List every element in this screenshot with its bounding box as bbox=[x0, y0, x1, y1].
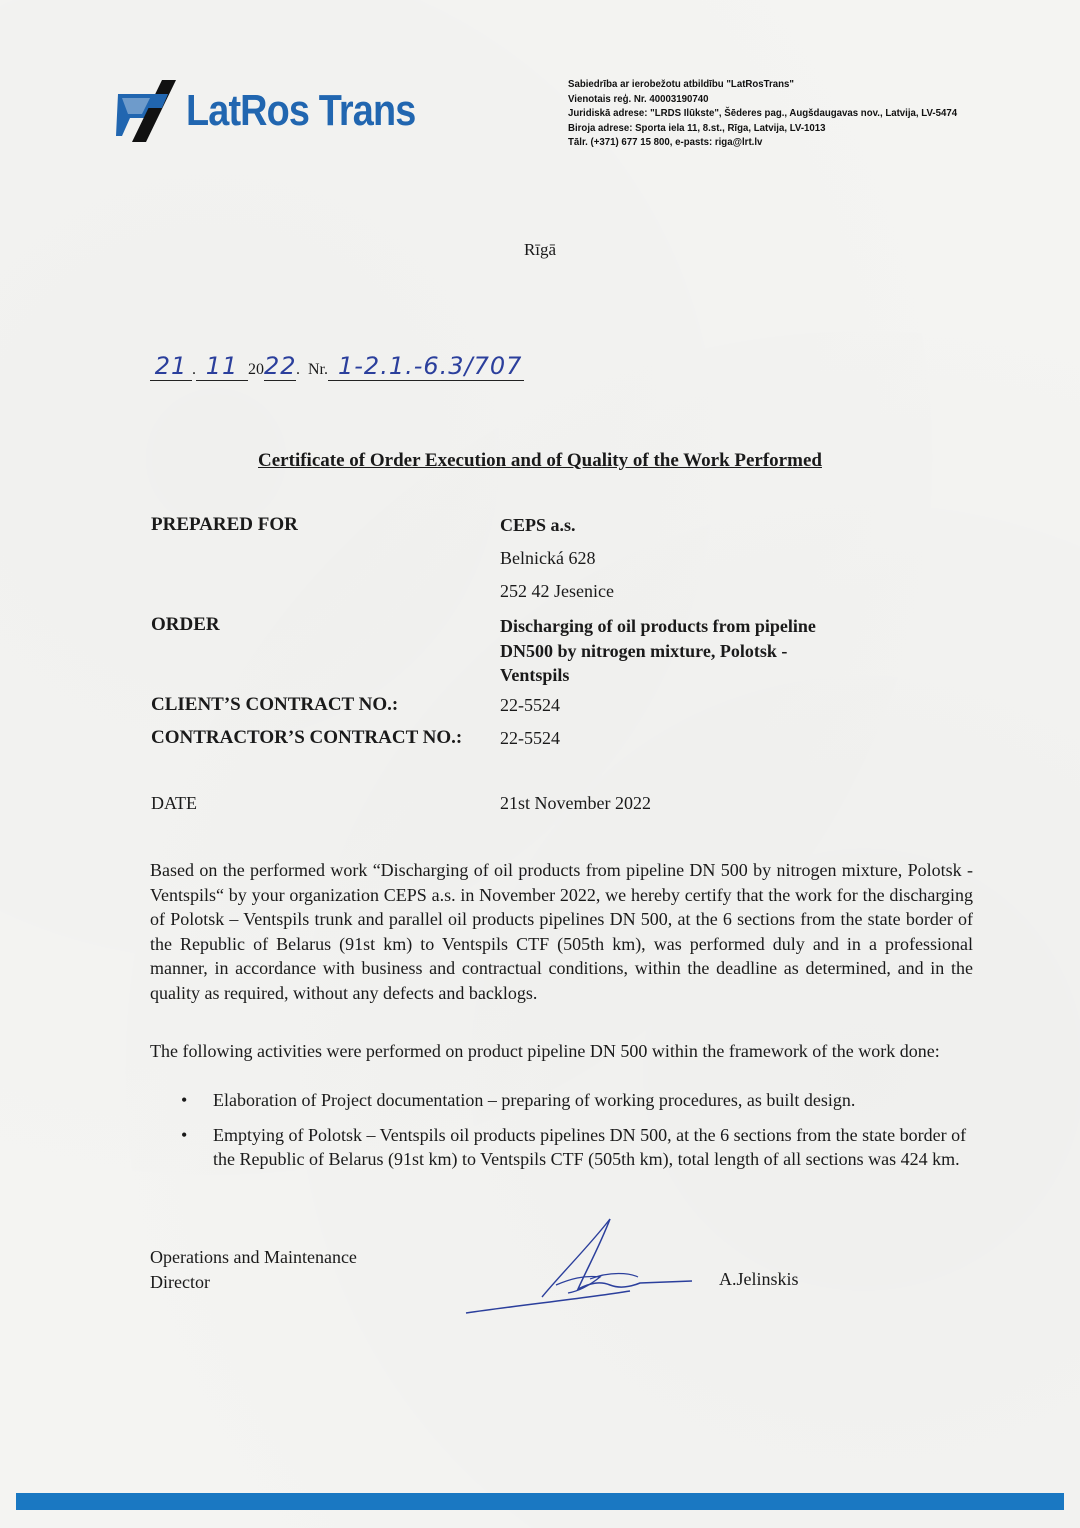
company-logo bbox=[116, 78, 416, 148]
activities-intro: The following activities were performed on product pipeline DN 500 within the framework of the work done: bbox=[150, 1041, 940, 1061]
certification-paragraph: Based on the performed work “Discharging of oil products from pipeline DN 500 by nitrogen mixture, Polotsk - Ventspils“ by your organization CEPS a.s. in November 2022, we hereby certify that the work for the discharging of Polotsk – Ventspils trunk and parallel oil products pipelines DN 500, at the 6 sections from the state border of the Republic of Belarus (91st km) to Ventspils CTF (505th km), was performed duly and in a professional manner, in accordance with business and contractual conditions, within the deadline as determined, and in the quality as required, without any defects and backlogs. bbox=[150, 860, 973, 1003]
logo-wordmark bbox=[186, 86, 415, 136]
date-value: 21st November 2022 bbox=[500, 793, 651, 813]
client-contract-value: 22-5524 bbox=[500, 695, 560, 715]
handwritten-signature bbox=[460, 1205, 710, 1325]
order-line: Ventspils bbox=[500, 665, 570, 685]
city: Rīgā bbox=[523, 240, 557, 259]
logo-mark-icon bbox=[116, 78, 188, 144]
list-item: • Elaboration of Project documentation – preparing of working procedures, as built design. bbox=[150, 1088, 973, 1113]
contractor-contract-label: CONTRACTOR’S CONTRACT NO.: bbox=[151, 727, 463, 748]
list-item: • Emptying of Polotsk – Ventspils oil products pipelines DN 500, at the 6 sections from the state border of the Republic of Belarus (91st km) to Ventspils CTF (505th km), total length of all sections was 424 km. bbox=[150, 1123, 973, 1172]
order-label: ORDER bbox=[151, 614, 220, 635]
order-line: DN500 by nitrogen mixture, Polotsk - bbox=[500, 640, 788, 661]
signatory-title-line: Director bbox=[150, 1271, 210, 1292]
date-label: DATE bbox=[151, 793, 197, 813]
ref-number: 1-2.1.-6.3/707 bbox=[338, 352, 523, 380]
client-city: 252 42 Jesenice bbox=[500, 581, 614, 601]
ref-year-field bbox=[264, 352, 296, 381]
signatory-title-line: Operations and Maintenance bbox=[150, 1247, 357, 1267]
contractor-contract-value: 22-5524 bbox=[500, 728, 560, 748]
client-name: CEPS a.s. bbox=[500, 515, 576, 535]
ref-year-prefix: 20 bbox=[248, 361, 264, 378]
ref-year-suffix: 22 bbox=[264, 352, 297, 380]
signatory-name: A.Jelinskis bbox=[719, 1269, 799, 1289]
reference-line: 21 . 11 2022. Nr. 1-2.1.-6.3/707 bbox=[150, 352, 580, 412]
order-description bbox=[500, 614, 816, 688]
certificate-title: Certificate of Order Execution and of Quality of the Work Performed bbox=[258, 450, 822, 471]
footer-bar bbox=[16, 1493, 1064, 1510]
company-info-line: Biroja adrese: Sporta iela 11, 8.st., Rīga, Latvija, LV-1013 bbox=[568, 121, 826, 134]
company-info-line: Sabiedrība ar ierobežotu atbildību "LatRosTrans" bbox=[568, 78, 795, 90]
logo-word-latros: LatRos bbox=[186, 86, 310, 135]
ref-day-field bbox=[150, 352, 192, 381]
company-info-line: Juridiskā adrese: "LRDS Ilūkste", Šēderes pag., Augšdaugavas nov., Latvija, LV-5474 bbox=[568, 107, 958, 120]
prepared-for-label: PREPARED FOR bbox=[151, 514, 298, 535]
activities-list bbox=[150, 1088, 973, 1182]
ref-month: 11 bbox=[205, 352, 239, 380]
ref-month-field bbox=[196, 352, 248, 381]
company-info-line: Tālr. (+371) 677 15 800, e-pasts: riga@lrt.lv bbox=[568, 136, 763, 149]
logo-word-trans: Trans bbox=[318, 86, 416, 135]
ref-nr-label: Nr. bbox=[308, 361, 328, 378]
client-contract-label: CLIENT’S CONTRACT NO.: bbox=[151, 694, 399, 715]
client-street: Belnická 628 bbox=[500, 548, 596, 568]
ref-day: 21 bbox=[154, 352, 188, 380]
order-line: Discharging of oil products from pipeline bbox=[500, 616, 816, 636]
ref-number-field bbox=[328, 352, 524, 381]
company-info bbox=[568, 77, 958, 150]
signatory-title bbox=[150, 1245, 450, 1294]
company-info-line: Vienotais reģ. Nr. 40003190740 bbox=[568, 92, 709, 105]
